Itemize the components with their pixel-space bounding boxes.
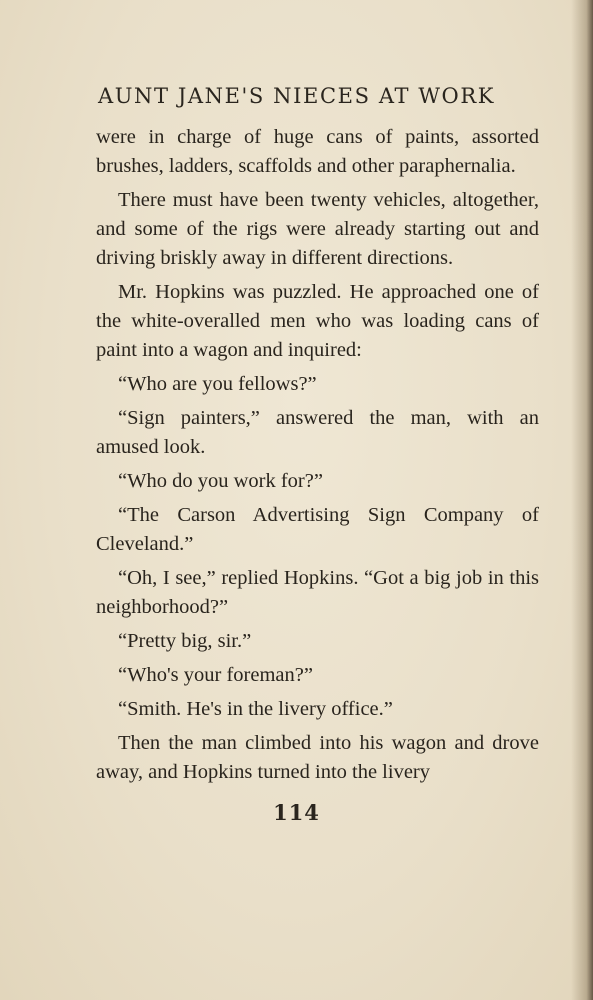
page-number: 114 [273,800,320,825]
paragraph: were in charge of huge cans of paints, assorted brushes, ladders, scaffolds and other paraphernalia. [96,126,539,177]
paragraph: Mr. Hopkins was puzzled. He approached one of the white-overalled men who was loading cans of paint into a wagon and inquired: [96,281,539,361]
paragraph: Then the man climbed into his wagon and drove away, and Hopkins turned into the livery [96,732,539,783]
paragraph: “The Carson Advertising Sign Company of Cleveland.” [96,504,539,555]
running-head: AUNT JANE'S NIECES AT WORK [97,84,496,108]
body-text [96,123,539,792]
paragraph: There must have been twenty vehicles, altogether, and some of the rigs were already starting out and driving briskly away in different directions. [96,189,539,269]
paragraph: “Sign painters,” answered the man, with an amused look. [96,407,539,458]
paragraph: “Who do you work for?” [118,470,323,492]
paragraph: “Who's your foreman?” [118,664,313,686]
paragraph: “Oh, I see,” replied Hopkins. “Got a big job in this neighborhood?” [96,567,539,618]
paragraph: “Who are you fellows?” [118,373,317,395]
page-gutter-shadow [571,0,593,1000]
paragraph: “Pretty big, sir.” [118,630,252,652]
paragraph: “Smith. He's in the livery office.” [118,698,393,720]
